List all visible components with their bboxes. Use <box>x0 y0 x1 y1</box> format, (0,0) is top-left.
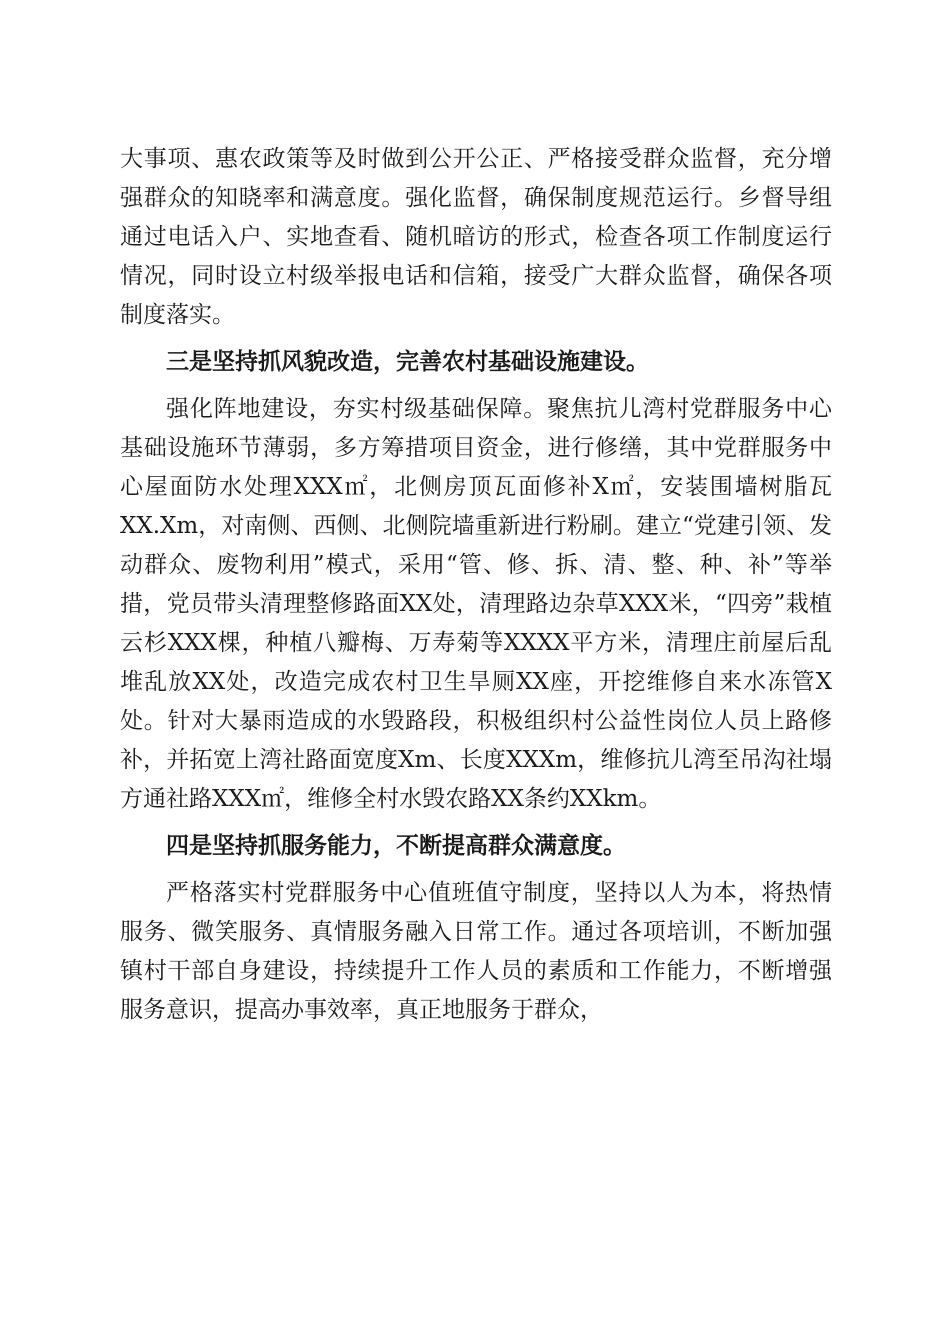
document-body <box>120 140 832 1037</box>
section-heading-four: 四是坚持抓服务能力，不断提高群众满意度。 <box>166 832 626 859</box>
paragraph-infrastructure: 强化阵地建设，夯实村级基础保障。聚焦抗儿湾村党群服务中心基础设施环节薄弱，多方筹措项目资金，进行修缮，其中党群服务中心屋面防水处理XXX㎡，北侧房顶瓦面修补X㎡，安装围墙树脂瓦XX.Xm，对南侧、西侧、北侧院墙重新进行粉刷。建立“党建引领、发动群众、废物利用”模式，采用“管、修、拆、清、整、种、补”等举措，党员带头清理整修路面XX处，清理路边杂草XXX米，“四旁”栽植云杉XXX棵，种植八瓣梅、万寿菊等XXXX平方米，清理庄前屋后乱堆乱放XX处，改造完成农村卫生旱厕XX座，开挖维修自来水冻管X处。针对大暴雨造成的水毁路段，积极组织村公益性岗位人员上路修补，并拓宽上湾社路面宽度Xm、长度XXXm，维修抗儿湾至吊沟社塌方通社路XXX㎡，维修全村水毁农路XX条约XXkm。 <box>120 396 832 812</box>
paragraph-continuation: 大事项、惠农政策等及时做到公开公正、严格接受群众监督，充分增强群众的知晓率和满意度。强化监督，确保制度规范运行。乡督导组通过电话入户、实地查看、随机暗访的形式，检查各项工作制度运行情况，同时设立村级举报电话和信箱，接受广大群众监督，确保各项制度落实。 <box>120 146 832 328</box>
section-heading-three: 三是坚持抓风貌改造，完善农村基础设施建设。 <box>166 348 649 375</box>
paragraph-service: 严格落实村党群服务中心值班值守制度，坚持以人为本，将热情服务、微笑服务、真情服务融入日常工作。通过各项培训，不断加强镇村干部自身建设，持续提升工作人员的素质和工作能力，不断增强服务意识，提高办事效率，真正地服务于群众， <box>120 880 832 1023</box>
